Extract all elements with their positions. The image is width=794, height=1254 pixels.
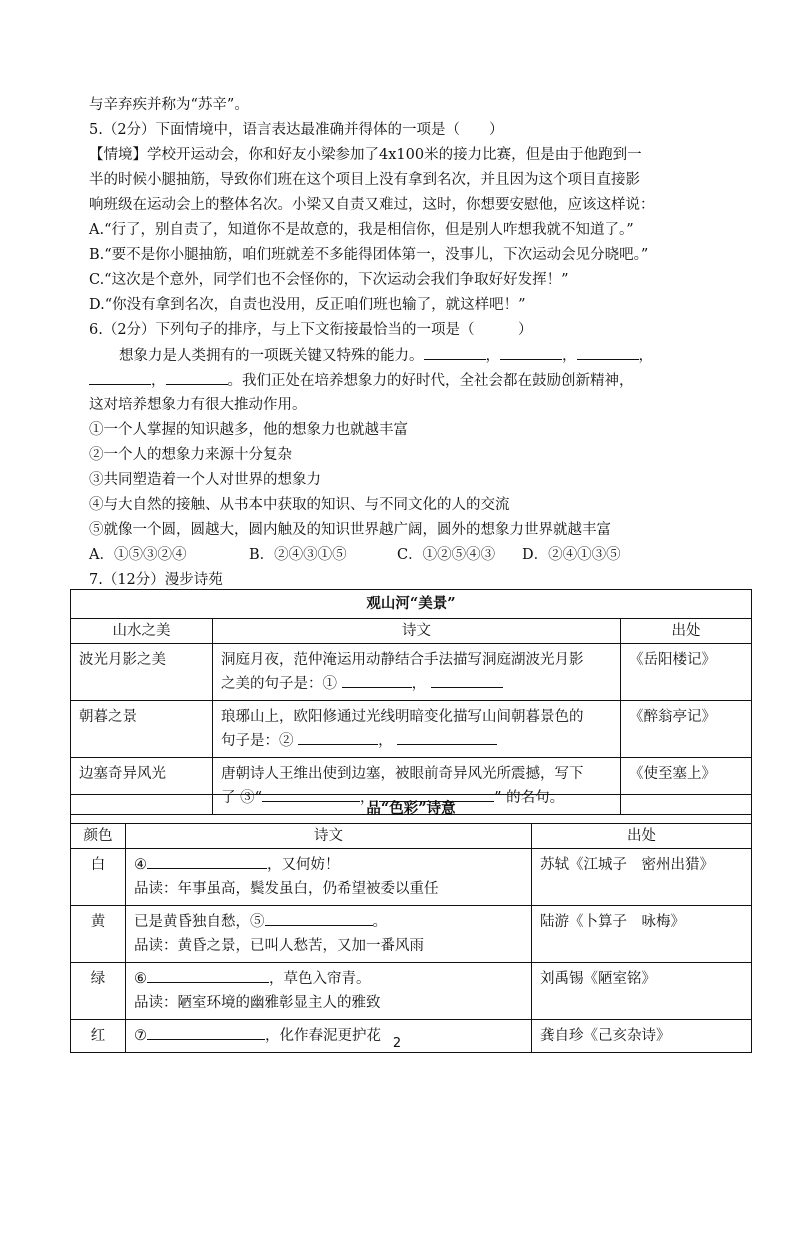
- poem-text-line-2: [221, 672, 612, 696]
- answer-blank: [298, 730, 378, 745]
- blank-2: [500, 344, 562, 360]
- poem-prefix: 已是黄昏独自愁，⑤: [134, 914, 265, 930]
- q6-sentence-4: ④与大自然的接触、从书本中获取的知识、与不同文化的人的交流: [89, 497, 510, 513]
- q6-sentence-5: ⑤就像一个圆，圆越大，圆内触及的知识世界越广阔，圆外的想象力世界就越丰富: [89, 522, 611, 538]
- comma: ，: [411, 676, 427, 692]
- blank-5: [166, 369, 228, 385]
- poem-prompt: 了 ③“: [221, 790, 263, 806]
- blank-3: [577, 344, 639, 360]
- poem-suffix: ” 的名句。: [494, 790, 565, 806]
- comma: ，: [378, 733, 393, 749]
- comma: ，: [562, 348, 577, 364]
- poem-text-line-2: [221, 729, 612, 753]
- poem-cell: [126, 963, 532, 1020]
- reading-note: 品读：年事虽高，鬓发虽白，仍希望被委以重任: [134, 881, 439, 897]
- intro-line: 与辛弃疾并称为“苏辛”。: [89, 97, 249, 113]
- color-name: 白: [71, 849, 126, 906]
- color-table: [70, 794, 752, 1053]
- answer-blank: [147, 854, 267, 869]
- q6-passage-text-end: 。我们正处在培养想象力的好时代，全社会都在鼓励创新精神，: [227, 373, 634, 389]
- landscape-table-title: 观山河“美景”: [71, 590, 752, 619]
- poem-suffix: 。: [372, 914, 387, 930]
- col-header-source: 出处: [621, 619, 752, 644]
- col-header-poem: 诗文: [213, 619, 621, 644]
- poem-cell: [213, 701, 621, 758]
- col-header-source: 出处: [532, 824, 752, 849]
- poem-suffix: ，草色入帘青。: [269, 971, 371, 987]
- poem-suffix: ，化作春泥更护花: [265, 1028, 381, 1044]
- color-table-title: 品“色彩”诗意: [71, 795, 752, 824]
- answer-blank: [431, 673, 503, 688]
- blank-1: [424, 344, 486, 360]
- color-name: 黄: [71, 906, 126, 963]
- poem-prefix: ⑥: [134, 971, 147, 987]
- source-cell: 陆游《卜算子 咏梅》: [532, 906, 752, 963]
- poem-text: 琅琊山上，欧阳修通过光线明暗变化描写山间朝暮景色的: [221, 709, 584, 725]
- answer-blank: [397, 730, 497, 745]
- poem-cell: [126, 849, 532, 906]
- source-cell: 龚自珍《己亥杂诗》: [532, 1020, 752, 1053]
- blank-4: [89, 369, 151, 385]
- poem-cell: [213, 644, 621, 701]
- poem-text: 唐朝诗人王维出使到边塞，被眼前奇异风光所震撼，写下: [221, 766, 584, 782]
- source-cell: 《使至塞上》: [621, 758, 752, 815]
- page-number: 2: [392, 1036, 402, 1051]
- poem-suffix: ，又何妨！: [267, 857, 340, 873]
- color-name: 绿: [71, 963, 126, 1020]
- color-name: 红: [71, 1020, 126, 1053]
- col-header-poem: 诗文: [126, 824, 532, 849]
- poem-prefix: ④: [134, 857, 147, 873]
- q5-option-a: A.“行了，别自责了，知道你不是故意的，我是相信你，但是别人咋想我就不知道了。”: [89, 222, 634, 238]
- col-header-color: 颜色: [71, 824, 126, 849]
- q6-sentence-3: ③共同塑造着一个人对世界的想象力: [89, 472, 321, 488]
- q5-option-c: C.“这次是个意外，同学们也不会怪你的，下次运动会我们争取好好发挥！”: [89, 272, 569, 288]
- comma: ，: [485, 348, 500, 364]
- q5-option-b: B.“要不是你小腿抽筋，咱们班就差不多能得团体第一，没事儿，下次运动会见分晓吧。”: [89, 247, 649, 263]
- source-cell: 《岳阳楼记》: [621, 644, 752, 701]
- poem-line: [134, 853, 523, 877]
- source-cell: 《醉翁亭记》: [621, 701, 752, 758]
- source-cell: 苏轼《江城子 密州出猎》: [532, 849, 752, 906]
- q6-options: [89, 544, 714, 566]
- q6-option-d: D．②④①③⑤: [522, 547, 621, 563]
- poem-prompt: 句子是：②: [221, 733, 294, 749]
- reading-note: 品读：黄昏之景，已叫人愁苦，又加一番风雨: [134, 938, 424, 954]
- q5-scenario-line-1: 【情境】学校开运动会，你和好友小梁参加了4x100米的接力比赛，但是由于他跑到一: [89, 147, 642, 163]
- q6-passage-line-3: 这对培养想象力有很大推动作用。: [89, 397, 307, 413]
- answer-blank: [342, 673, 412, 688]
- poem-cell: [126, 906, 532, 963]
- q6-sentence-2: ②一个人的想象力来源十分复杂: [89, 447, 292, 463]
- q6-stem: 6.（2分）下列句子的排序，与上下文衔接最恰当的一项是（ ）: [89, 322, 533, 338]
- answer-blank: [265, 911, 373, 926]
- poem-line: [134, 910, 523, 934]
- q5-scenario-line-3: 响班级在运动会上的整体名次。小梁又自责又难过，这时，你想要安慰他，应该这样说：: [89, 197, 655, 213]
- q6-option-a: A．①⑤③②④: [89, 547, 187, 563]
- comma: ，: [360, 790, 375, 806]
- q6-sentence-1: ①一个人掌握的知识越多，他的想象力也就越丰富: [89, 422, 408, 438]
- q6-option-b: B．②④③①⑤: [249, 547, 347, 563]
- poem-text: 洞庭月夜，范仲淹运用动静结合手法描写洞庭湖波光月影: [221, 652, 584, 668]
- comma: ，: [638, 348, 653, 364]
- poem-prefix: ⑦: [134, 1028, 147, 1044]
- q7-stem: 7.（12分）漫步诗苑: [89, 572, 223, 588]
- scenery-name: 边塞奇异风光: [71, 758, 213, 815]
- q5-scenario-line-2: 半的时候小腿抽筋，导致你们班在这个项目上没有拿到名次，并且因为这个项目直接影: [89, 172, 640, 188]
- poem-line: [134, 967, 523, 991]
- reading-note: 品读：陋室环境的幽雅彰显主人的雅致: [134, 995, 381, 1011]
- scenery-name: 朝暮之景: [71, 701, 213, 758]
- landscape-table: [70, 589, 752, 815]
- q5-stem: 5.（2分）下面情境中，语言表达最准确并得体的一项是（ ）: [89, 122, 504, 138]
- q6-passage-line-2: [89, 369, 714, 392]
- q6-option-c: C．①②⑤④③: [397, 547, 496, 563]
- q6-passage-text: 想象力是人类拥有的一项既关键又特殊的能力。: [119, 348, 424, 364]
- poem-prompt: 之美的句子是：①: [221, 676, 337, 692]
- comma: ，: [151, 373, 166, 389]
- source-cell: 刘禹锡《陋室铭》: [532, 963, 752, 1020]
- q6-passage-line-1: [119, 344, 714, 367]
- col-header-scenery: 山水之美: [71, 619, 213, 644]
- q5-option-d: D.“你没有拿到名次，自责也没用，反正咱们班也输了，就这样吧！”: [89, 297, 526, 313]
- answer-blank: [147, 968, 269, 983]
- scenery-name: 波光月影之美: [71, 644, 213, 701]
